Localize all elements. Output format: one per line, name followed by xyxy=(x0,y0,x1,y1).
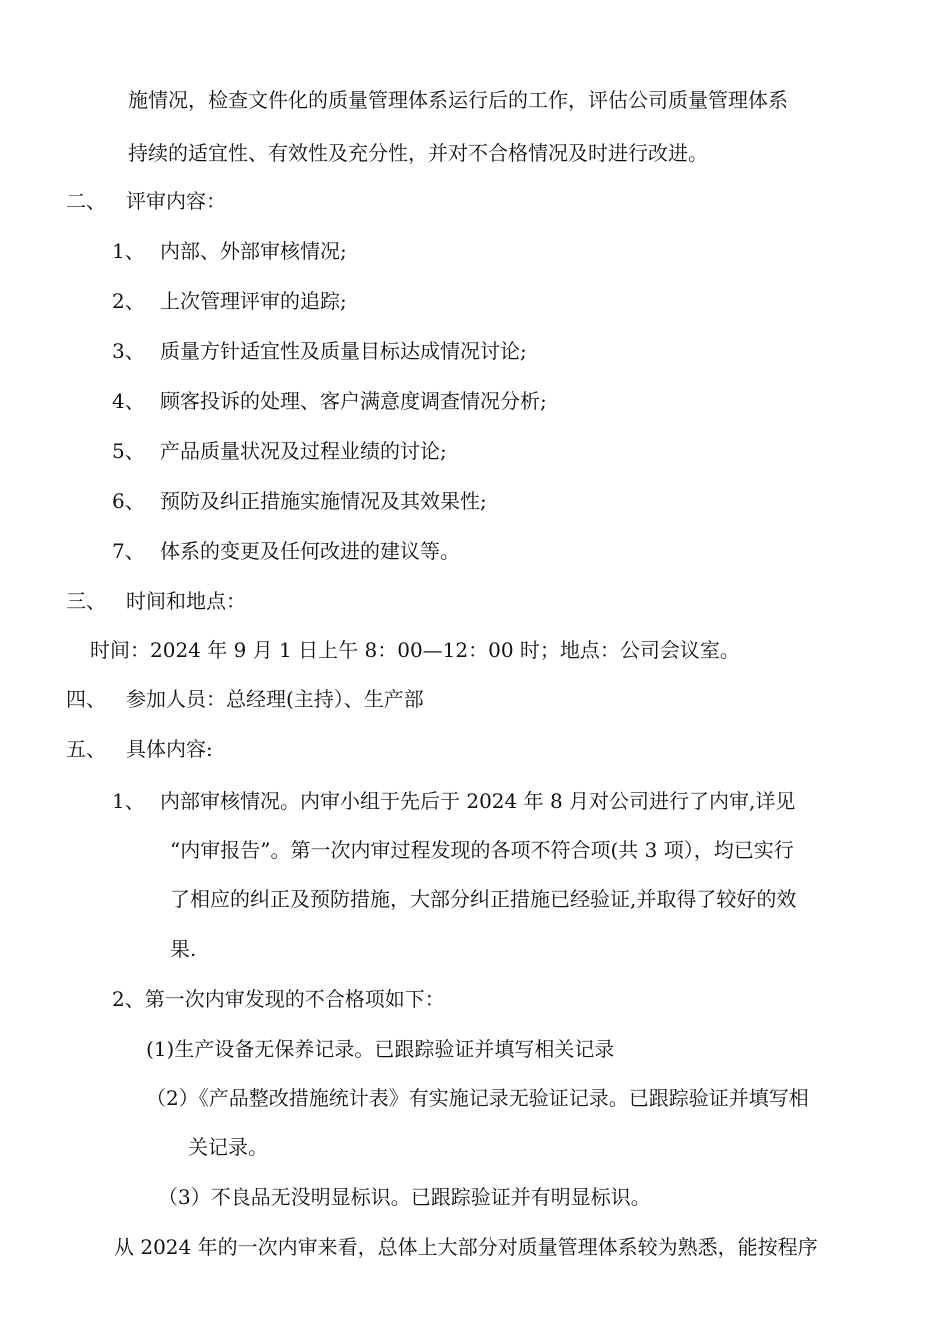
summary-paragraph: 从 2024 年的一次内审来看，总体上大部分对质量管理体系较为熟悉，能按程序 xyxy=(114,1235,818,1259)
list-item: 顾客投诉的处理、客户满意度调查情况分析; xyxy=(160,389,547,413)
meeting-time-location: 时间：2024 年 9 月 1 日上午 8：00—12：00 时；地点：公司会议室。 xyxy=(90,638,740,662)
list-item: 上次管理评审的追踪; xyxy=(160,289,347,313)
list-item-number: 4、 xyxy=(112,389,145,413)
section-4-title: 参加人员：总经理(主持）、生产部 xyxy=(126,687,424,711)
list-item: 内部、外部审核情况; xyxy=(160,239,347,263)
finding-1: (1)生产设备无保养记录。已跟踪验证并填写相关记录 xyxy=(146,1037,615,1061)
section-5-title: 具体内容: xyxy=(126,737,213,761)
list-item: 体系的变更及任何改进的建议等。 xyxy=(160,539,460,563)
list-item-number: 1、 xyxy=(112,239,145,263)
item-1-line-1: 内部审核情况。内审小组于先后于 2024 年 8 月对公司进行了内审,详见 xyxy=(160,789,796,813)
section-2-number: 二、 xyxy=(66,189,106,213)
item-1-line-4: 果. xyxy=(170,937,197,961)
section-5-number: 五、 xyxy=(66,737,106,761)
list-item-number: 6、 xyxy=(112,489,145,513)
list-item: 预防及纠正措施实施情况及其效果性; xyxy=(160,489,487,513)
intro-line-2: 持续的适宜性、有效性及充分性，并对不合格情况及时进行改进。 xyxy=(128,141,708,165)
item-1-line-3: 了相应的纠正及预防措施，大部分纠正措施已经验证,并取得了较好的效 xyxy=(170,887,797,911)
list-item-number: 5、 xyxy=(112,439,145,463)
list-item-number: 3、 xyxy=(112,339,145,363)
list-item: 产品质量状况及过程业绩的讨论; xyxy=(160,439,447,463)
intro-line-1: 施情况，检查文件化的质量管理体系运行后的工作，评估公司质量管理体系 xyxy=(128,88,788,112)
list-item-number: 2、 xyxy=(112,289,145,313)
item-1-line-2: “内审报告”。第一次内审过程发现的各项不符合项(共 3 项），均已实行 xyxy=(170,838,794,862)
finding-3: （3）不良品无没明显标识。已跟踪验证并有明显标识。 xyxy=(158,1185,651,1209)
item-2-heading: 2、第一次内审发现的不合格项如下： xyxy=(112,987,445,1011)
section-4-number: 四、 xyxy=(66,687,106,711)
section-3-title: 时间和地点： xyxy=(126,589,246,613)
list-item: 质量方针适宜性及质量目标达成情况讨论; xyxy=(160,339,527,363)
list-item-number: 7、 xyxy=(112,539,145,563)
section-2-title: 评审内容： xyxy=(126,189,226,213)
item-1-number: 1、 xyxy=(112,789,145,813)
finding-2: （2）《产品整改措施统计表》有实施记录无验证记录。已跟踪验证并填写相 xyxy=(146,1086,809,1110)
finding-2-continued: 关记录。 xyxy=(188,1135,268,1159)
section-3-number: 三、 xyxy=(66,589,106,613)
